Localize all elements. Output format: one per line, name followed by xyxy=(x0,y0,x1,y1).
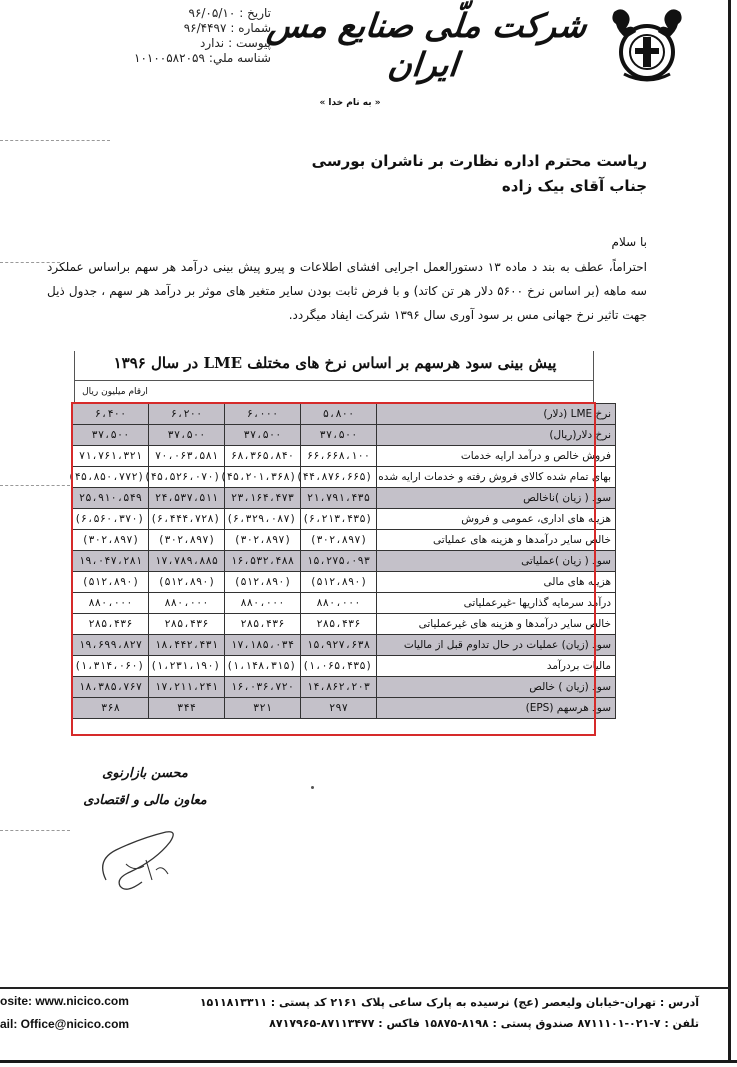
signatory-name: محسن بازارنوی xyxy=(102,766,188,781)
row-value: ۱۶،۵۳۲،۴۸۸ xyxy=(225,551,301,572)
row-label: هزینه های مالی xyxy=(377,572,616,593)
row-value: ۱۹،۶۹۹،۸۲۷ xyxy=(73,635,149,656)
row-value: ۲۸۵،۴۳۶ xyxy=(301,614,377,635)
row-value: ۱۷،۱۸۵،۰۳۴ xyxy=(225,635,301,656)
addressee-line-2: جناب آقای بیک زاده xyxy=(501,177,647,195)
row-label: هزینه های اداری، عمومی و فروش xyxy=(377,509,616,530)
row-value: ۲۱،۷۹۱،۴۳۵ xyxy=(301,488,377,509)
margin-mark xyxy=(0,140,110,141)
letter-meta xyxy=(96,6,271,66)
row-value: ۶،۰۰۰ xyxy=(225,404,301,425)
row-value: (۳۰۲،۸۹۷) xyxy=(73,530,149,551)
meta-attachment: پیوست : ندارد xyxy=(200,36,271,50)
row-value: ۷۱،۷۶۱،۳۲۱ xyxy=(73,446,149,467)
row-value: (۶،۲۱۳،۴۳۵) xyxy=(301,509,377,530)
row-label: سود هرسهم (EPS) xyxy=(377,698,616,719)
row-value: (۳۰۲،۸۹۷) xyxy=(149,530,225,551)
row-value: (۴۵،۵۲۶،۰۷۰) xyxy=(149,467,225,488)
row-value: ۸۸۰،۰۰۰ xyxy=(73,593,149,614)
row-value: (۵۱۲،۸۹۰) xyxy=(301,572,377,593)
row-value: ۲۹۷ xyxy=(301,698,377,719)
row-label: خالص سایر درآمدها و هزینه های عملیاتی xyxy=(377,530,616,551)
footer-rule xyxy=(0,987,730,989)
row-value: ۱۷،۷۸۹،۸۸۵ xyxy=(149,551,225,572)
footer-address-block xyxy=(139,992,699,1034)
table-row xyxy=(73,530,616,551)
row-label: فروش خالص و درآمد ارایه خدمات xyxy=(377,446,616,467)
row-value: ۳۷،۵۰۰ xyxy=(73,425,149,446)
row-label: مالیات بردرآمد xyxy=(377,656,616,677)
row-value: (۴۴،۸۷۶،۶۶۵) xyxy=(301,467,377,488)
addressee-line-1: ریاست محترم اداره نظارت بر ناشران بورسی xyxy=(311,152,647,170)
row-value: (۶،۴۴۴،۷۲۸) xyxy=(149,509,225,530)
row-label: نرخ LME (دلار) xyxy=(377,404,616,425)
signatory-role: معاون مالی و اقتصادی xyxy=(83,793,207,808)
row-value: ۲۸۵،۴۳۶ xyxy=(149,614,225,635)
table-row xyxy=(73,635,616,656)
row-value: (۵۱۲،۸۹۰) xyxy=(225,572,301,593)
row-label: سود ( زیان )ناخالص xyxy=(377,488,616,509)
row-value: (۴۵،۲۰۱،۳۶۸) xyxy=(225,467,301,488)
meta-date: تاریخ : ۹۶/۰۵/۱۰ xyxy=(188,6,271,20)
row-value: ۷۰،۰۶۳،۵۸۱ xyxy=(149,446,225,467)
row-label: خالص سایر درآمدها و هزینه های غیرعملیاتی xyxy=(377,614,616,635)
row-value: (۵۱۲،۸۹۰) xyxy=(73,572,149,593)
row-value: ۸۸۰،۰۰۰ xyxy=(225,593,301,614)
row-value: ۳۷،۵۰۰ xyxy=(225,425,301,446)
page-bottom-rule xyxy=(0,1060,737,1063)
row-value: (۶،۳۲۹،۰۸۷) xyxy=(225,509,301,530)
row-value: ۱۴،۸۶۲،۲۰۳ xyxy=(301,677,377,698)
eps-table xyxy=(68,403,616,719)
row-label: سود ( زیان )عملیاتی xyxy=(377,551,616,572)
row-label: سود (زیان) عملیات در حال تداوم قبل از مالیات xyxy=(377,635,616,656)
row-value: ۳۶۸ xyxy=(73,698,149,719)
row-label: سود (زیان ) خالص xyxy=(377,677,616,698)
row-value: ۲۸۵،۴۳۶ xyxy=(225,614,301,635)
greeting: با سلام xyxy=(611,235,647,249)
row-value: ۳۴۴ xyxy=(149,698,225,719)
row-value: ۳۷،۵۰۰ xyxy=(149,425,225,446)
meta-national-id: شناسه ملي: ۱۰۱۰۰۵۸۲۰۵۹ xyxy=(134,51,271,65)
table-row xyxy=(73,467,616,488)
table-frame-line xyxy=(593,351,594,403)
row-value: ۸۸۰،۰۰۰ xyxy=(301,593,377,614)
row-value: ۳۷،۵۰۰ xyxy=(301,425,377,446)
margin-mark xyxy=(0,830,70,831)
table-row xyxy=(73,656,616,677)
row-value: (۳۰۲،۸۹۷) xyxy=(301,530,377,551)
row-value: (۴۵،۸۵۰،۷۷۲) xyxy=(73,467,149,488)
row-value: ۱۹،۰۴۷،۲۸۱ xyxy=(73,551,149,572)
footer-contact-web xyxy=(0,990,160,1036)
row-value: (۱،۰۶۵،۴۳۵) xyxy=(301,656,377,677)
row-value: (۱،۳۱۴،۰۶۰) xyxy=(73,656,149,677)
row-value: ۱۷،۲۱۱،۲۴۱ xyxy=(149,677,225,698)
row-value: ۲۵،۹۱۰،۵۴۹ xyxy=(73,488,149,509)
row-value: (۱،۱۴۸،۳۱۵) xyxy=(225,656,301,677)
row-value: ۶۶،۶۶۸،۱۰۰ xyxy=(301,446,377,467)
row-value: ۲۴،۵۳۷،۵۱۱ xyxy=(149,488,225,509)
letter-body: احتراماً، عطف به بند د ماده ۱۳ دستورالعمل اجرایی افشای اطلاعات و پیرو پیش بینی درآمد هر سهم براساس عملکرد سه ماهه (بر اساس نرخ ۵۶۰۰ دلار هر تن کاتد) و با فرض ثابت بودن سایر متغیر های موثر بر درآمد هر سهم ، جدول ذیل جهت تاثیر نرخ جهانی مس بر سود آوری سال ۱۳۹۶ شرکت ایفاد میگردد. xyxy=(47,260,647,322)
company-logo-icon xyxy=(604,4,690,84)
footer-phone: تلفن : ۷-۰۲۱-۸۷۱۱۱۰۱ صندوق پستی : ۸۱۹۸-۱۵۸۷۵ فاکس : ۸۷۱۱۳۴۷۷-۸۷۱۷۹۶۵ xyxy=(269,1017,699,1030)
units-note: ارقام میلیون ریال xyxy=(82,387,148,397)
row-value: ۱۸،۳۸۵،۷۶۷ xyxy=(73,677,149,698)
row-label: نرخ دلار(ریال) xyxy=(377,425,616,446)
basmala: « به نام خدا » xyxy=(319,98,381,108)
row-value: (۳۰۲،۸۹۷) xyxy=(225,530,301,551)
footer-email: ail: Office@nicico.com xyxy=(0,1017,130,1031)
row-value: ۱۸،۴۴۲،۴۳۱ xyxy=(149,635,225,656)
row-value: ۱۵،۲۷۵،۰۹۳ xyxy=(301,551,377,572)
meta-number: شماره : ۹۶/۴۴۹۷ xyxy=(183,21,271,35)
row-value: ۲۳،۱۶۴،۴۷۳ xyxy=(225,488,301,509)
footer-address: آدرس : تهران-خیابان ولیعصر (عج) نرسیده به پارک ساعی پلاک ۲۱۶۱ کد پستی : ۱۵۱۱۸۱۳۳۱۱ xyxy=(199,996,699,1009)
row-value: ۵،۸۰۰ xyxy=(301,404,377,425)
table-row xyxy=(73,677,616,698)
row-value: ۶۸،۳۶۵،۸۴۰ xyxy=(225,446,301,467)
handwritten-signature xyxy=(86,820,196,900)
row-value: ۳۲۱ xyxy=(225,698,301,719)
company-name: شرکت ملّی صنایع مس ایران xyxy=(265,6,589,84)
page-edge-rule xyxy=(728,0,731,1060)
row-label: بهای تمام شده کالای فروش رفته و خدمات ارایه شده xyxy=(377,467,616,488)
table-row xyxy=(73,593,616,614)
table-row xyxy=(73,446,616,467)
table-title: پیش بینی سود هرسهم بر اساس نرخ های مختلف LME در سال ۱۳۹۶ xyxy=(113,354,557,372)
table-row xyxy=(73,698,616,719)
table-frame-line xyxy=(74,351,75,403)
speck xyxy=(311,786,314,789)
row-value: ۲۸۵،۴۳۶ xyxy=(73,614,149,635)
row-value: ۸۸۰،۰۰۰ xyxy=(149,593,225,614)
row-value: ۶،۲۰۰ xyxy=(149,404,225,425)
table-row xyxy=(73,551,616,572)
table-row xyxy=(73,614,616,635)
table-row xyxy=(73,488,616,509)
row-value: (۱،۲۳۱،۱۹۰) xyxy=(149,656,225,677)
row-value: ۶،۴۰۰ xyxy=(73,404,149,425)
margin-mark xyxy=(0,262,60,263)
row-value: (۵۱۲،۸۹۰) xyxy=(149,572,225,593)
row-value: ۱۵،۹۲۷،۶۳۸ xyxy=(301,635,377,656)
row-value: (۶،۵۶۰،۳۷۰) xyxy=(73,509,149,530)
table-row xyxy=(73,572,616,593)
row-label: درآمد سرمایه گذاریها -غیرعملیاتی xyxy=(377,593,616,614)
table-row xyxy=(73,509,616,530)
row-value: ۱۶،۰۳۶،۷۲۰ xyxy=(225,677,301,698)
table-row xyxy=(73,404,616,425)
footer-website: osite: www.nicico.com xyxy=(0,994,129,1008)
margin-mark xyxy=(0,485,70,486)
table-row xyxy=(73,425,616,446)
